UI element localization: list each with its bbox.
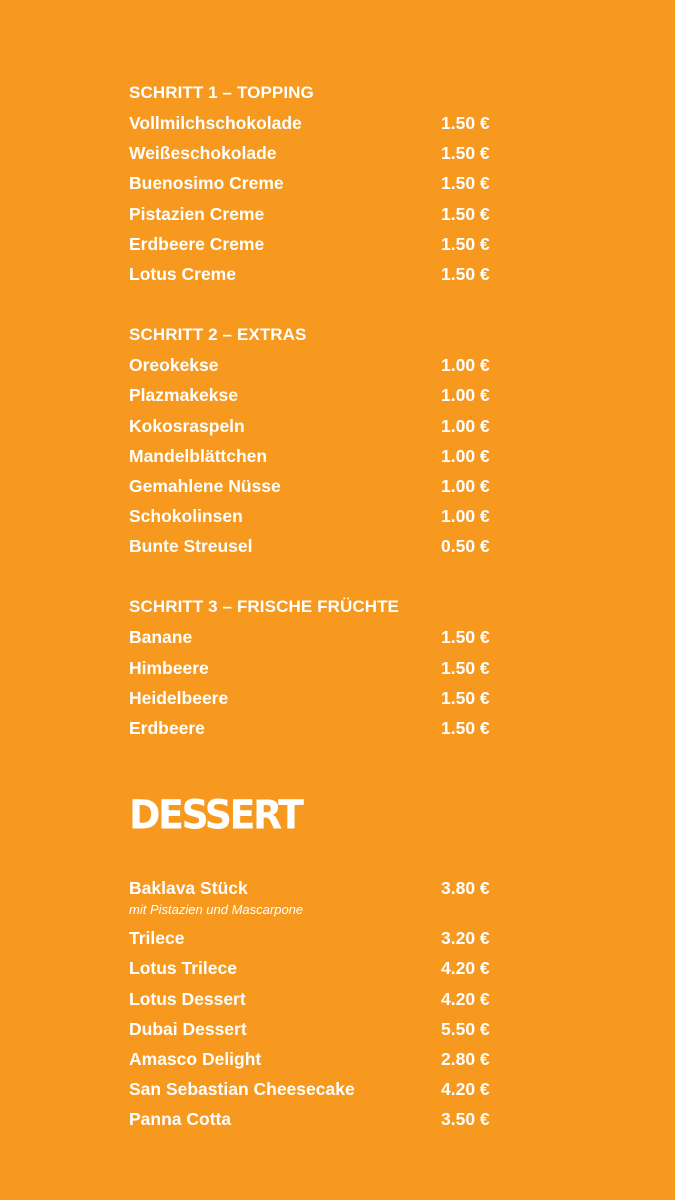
- item-name: Kokosraspeln: [129, 415, 245, 436]
- item-description: mit Pistazien und Mascarpone: [129, 902, 304, 918]
- section-topping: [129, 78, 509, 289]
- item-price: 1.50 €: [441, 687, 490, 708]
- menu-item: [129, 350, 509, 380]
- item-price: 1.50 €: [441, 143, 490, 164]
- item-name: Amasco Delight: [129, 1048, 262, 1069]
- item-name: Gemahlene Nüsse: [129, 475, 281, 496]
- item-name: Trilece: [129, 928, 185, 949]
- section-extras: [129, 320, 509, 561]
- item-price: 1.50 €: [441, 718, 490, 738]
- menu-item: [129, 873, 509, 923]
- item-price: 1.00 €: [441, 475, 490, 496]
- item-price: 1.00 €: [441, 445, 490, 466]
- menu-item: [129, 108, 509, 138]
- item-price: 1.50 €: [441, 263, 490, 284]
- item-name: Plazmakekse: [129, 385, 238, 406]
- item-name: Baklava Stück: [129, 878, 248, 899]
- menu-item: [129, 168, 509, 198]
- menu-item: [129, 923, 509, 953]
- section-title: SCHRITT 2 – EXTRAS: [129, 325, 307, 345]
- item-name: Pistazien Creme: [129, 203, 265, 224]
- item-price: 1.50 €: [441, 627, 490, 648]
- item-price: 5.50 €: [441, 1018, 490, 1039]
- menu-item: [129, 380, 509, 410]
- item-price: 4.20 €: [441, 958, 490, 979]
- item-price: 1.00 €: [441, 506, 490, 527]
- item-name: Panna Cotta: [129, 1109, 232, 1130]
- item-price: 2.80 €: [441, 1048, 490, 1069]
- item-name: Schokolinsen: [129, 506, 243, 527]
- section-spacer: [129, 289, 509, 320]
- item-price: 1.00 €: [441, 355, 490, 376]
- menu-item: [129, 199, 509, 229]
- item-price: 1.50 €: [441, 203, 490, 224]
- item-price: 4.20 €: [441, 988, 490, 1009]
- item-price: 1.50 €: [441, 657, 490, 678]
- item-price: 3.80 €: [441, 878, 490, 899]
- section-dessert: [129, 873, 509, 1134]
- menu-item: [129, 653, 509, 683]
- item-name: Oreokekse: [129, 355, 219, 376]
- menu-item: [129, 953, 509, 983]
- section-title: SCHRITT 3 – FRISCHE FRÜCHTE: [129, 597, 399, 617]
- menu-item: [129, 531, 509, 561]
- item-name: Mandelblättchen: [129, 445, 268, 466]
- item-name: Himbeere: [129, 657, 209, 678]
- item-price: 1.50 €: [441, 233, 490, 254]
- item-price: 3.20 €: [441, 928, 490, 949]
- dessert-heading: DESSERT: [129, 792, 302, 839]
- menu-item: [129, 259, 509, 289]
- menu-item: [129, 984, 509, 1014]
- item-name: Vollmilchschokolade: [129, 113, 302, 133]
- menu-item: [129, 229, 509, 259]
- menu-item: [129, 713, 509, 743]
- item-name: Lotus Dessert: [129, 988, 246, 1009]
- menu-item: [129, 411, 509, 441]
- item-price: 3.50 €: [441, 1109, 490, 1130]
- item-name: Erdbeere: [129, 718, 205, 738]
- section-fruits: [129, 592, 509, 743]
- menu-item: [129, 471, 509, 501]
- item-name: Banane: [129, 627, 193, 648]
- item-price: 1.50 €: [441, 113, 490, 133]
- item-price: 1.50 €: [441, 173, 490, 194]
- item-name: Buenosimo Creme: [129, 173, 284, 194]
- menu-item: [129, 501, 509, 531]
- menu-item: [129, 622, 509, 652]
- item-price: 1.00 €: [441, 415, 490, 436]
- menu-item: [129, 1044, 509, 1074]
- item-name: San Sebastian Cheesecake: [129, 1079, 355, 1100]
- item-name: Bunte Streusel: [129, 536, 253, 557]
- item-name: Dubai Dessert: [129, 1018, 247, 1039]
- item-name: Weißeschokolade: [129, 143, 277, 164]
- menu-item: [129, 683, 509, 713]
- item-name: Lotus Trilece: [129, 958, 237, 979]
- item-price: 1.00 €: [441, 385, 490, 406]
- menu-item: [129, 1074, 509, 1104]
- menu-item: [129, 138, 509, 168]
- menu-item: [129, 1014, 509, 1044]
- item-name: Erdbeere Creme: [129, 233, 265, 254]
- menu-item: [129, 1104, 509, 1134]
- section-spacer: [129, 561, 509, 592]
- item-name: Lotus Creme: [129, 263, 236, 284]
- item-price: 0.50 €: [441, 536, 490, 557]
- section-title: SCHRITT 1 – TOPPING: [129, 83, 314, 102]
- item-name: Heidelbeere: [129, 687, 229, 708]
- menu-item: [129, 441, 509, 471]
- item-price: 4.20 €: [441, 1079, 490, 1100]
- menu-content: [129, 78, 509, 1135]
